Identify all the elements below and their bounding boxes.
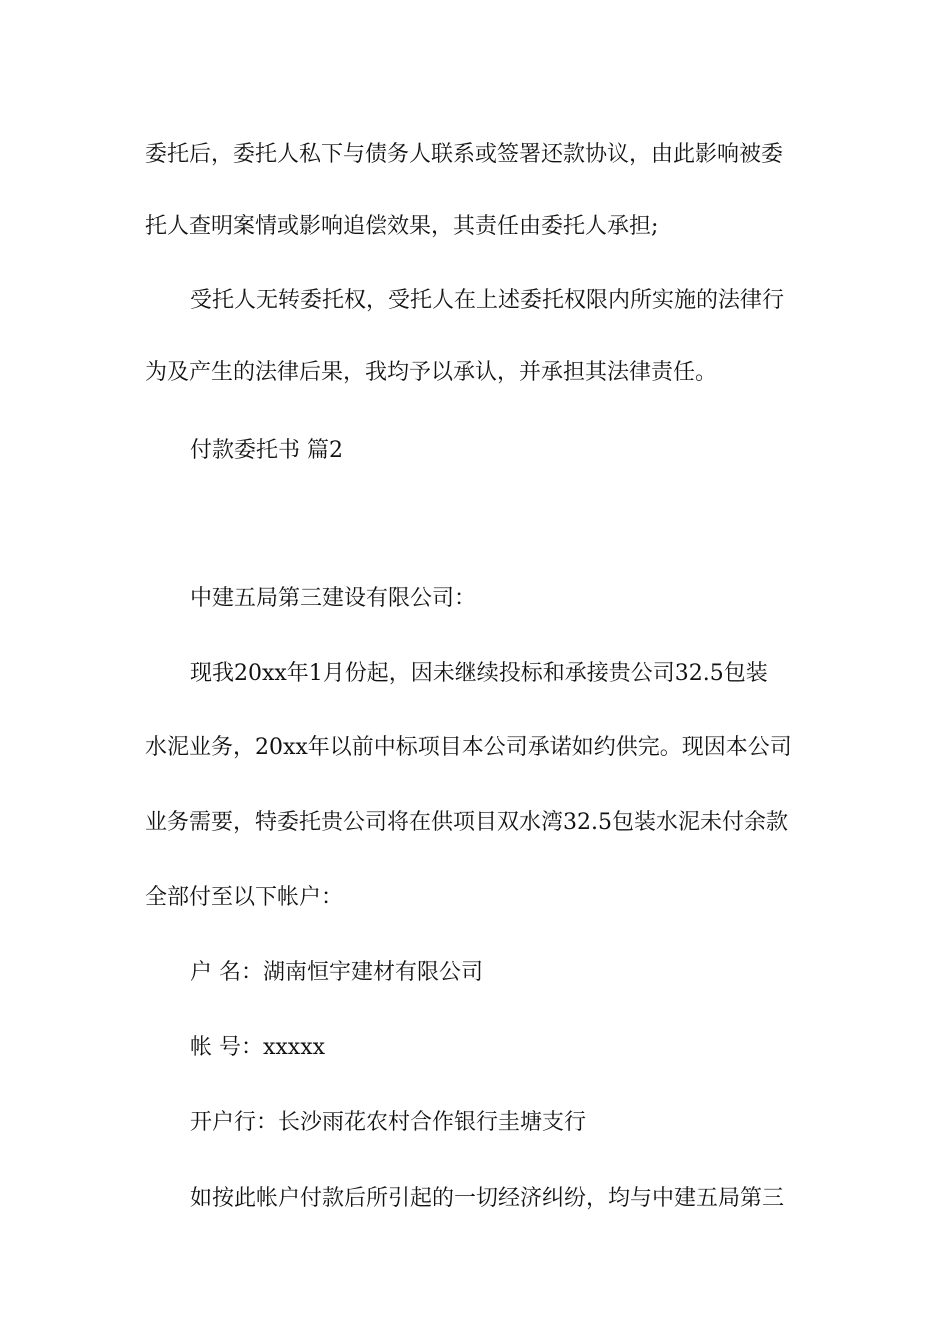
addressee-line: 中建五局第三建设有限公司：	[190, 586, 477, 611]
account-name-line: 户 名：湖南恒宇建材有限公司	[190, 960, 483, 985]
paragraph-line: 水泥业务，20xx年以前中标项目本公司承诺如约供完。现因本公司	[145, 735, 792, 760]
paragraph-line: 全部付至以下帐户：	[145, 885, 344, 910]
section-heading: 付款委托书 篇2	[190, 438, 343, 463]
paragraph-line: 委托后，委托人私下与债务人联系或签署还款协议，由此影响被委	[145, 142, 784, 167]
paragraph-line: 如按此帐户付款后所引起的一切经济纠纷，均与中建五局第三	[190, 1186, 785, 1211]
bank-line: 开户行：长沙雨花农村合作银行圭塘支行	[190, 1110, 587, 1135]
paragraph-line: 现我20xx年1月份起，因未继续投标和承接贵公司32.5包装	[190, 661, 768, 686]
paragraph-line: 业务需要，特委托贵公司将在供项目双水湾32.5包装水泥未付余款	[145, 810, 788, 835]
paragraph-line: 受托人无转委托权，受托人在上述委托权限内所实施的法律行	[190, 288, 785, 313]
paragraph-line: 托人查明案情或影响追偿效果，其责任由委托人承担;	[145, 214, 659, 239]
paragraph-line: 为及产生的法律后果，我均予以承认，并承担其法律责任。	[145, 360, 718, 385]
account-number-line: 帐 号：xxxxx	[190, 1035, 326, 1060]
